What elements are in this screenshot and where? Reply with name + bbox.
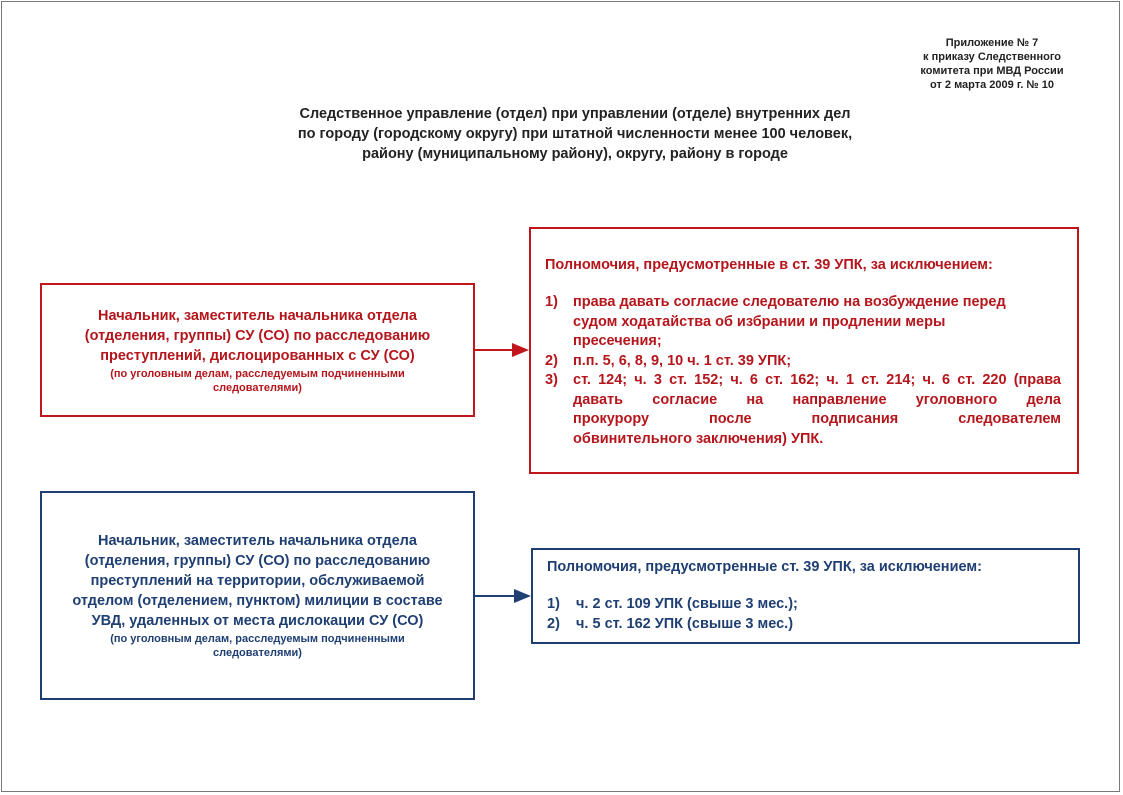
item-number: 1) [545, 294, 558, 310]
red-arrow-head [512, 343, 529, 357]
blue-head-line: УВД, удаленных от места дислокации СУ (СО) [91, 613, 424, 629]
item-number: 2) [545, 352, 558, 369]
appendix-line: от 2 марта 2009 г. № 10 [930, 79, 1054, 91]
blue-head-line: Начальник, заместитель начальника отдела [98, 533, 417, 549]
title-line: району (муниципальному району), округу, району в городе [362, 146, 788, 162]
item-line: ч. 5 ст. 162 УПК (свыше 3 мес.) [576, 615, 794, 632]
item-line: п.п. 5, 6, 8, 9, 10 ч. 1 ст. 39 УПК; [573, 352, 792, 369]
red-note-line: следователями) [212, 381, 302, 394]
item-number: 3) [545, 372, 558, 388]
blue-head-line: отделом (отделением, пунктом) милиции в составе [72, 593, 443, 609]
item-number: 1) [547, 596, 560, 612]
red-note-line: (по уголовным делам, расследуемым подчиненными [110, 367, 405, 380]
item-line: ст. 124; ч. 3 ст. 152; ч. 6 ст. 162; ч. 1 ст. 214; ч. 6 ст. 220 (права [573, 372, 1061, 388]
item-line: права давать согласие следователю на возбуждение перед [573, 294, 1006, 310]
item-line: судом ходатайства об избрании и продлении меры [573, 313, 946, 330]
red-head-line: Начальник, заместитель начальника отдела [98, 307, 417, 324]
appendix-line: комитета при МВД России [920, 65, 1064, 77]
item-line: пресечения; [573, 333, 662, 349]
appendix-line: Приложение № 7 [945, 37, 1039, 49]
title-line: Следственное управление (отдел) при управлении (отделе) внутренних дел [299, 106, 851, 122]
blue-powers-title: Полномочия, предусмотренные ст. 39 УПК, за исключением: [547, 559, 982, 575]
blue-head-line: (отделения, группы) СУ (СО) по расследованию [84, 553, 431, 569]
red-powers-title: Полномочия, предусмотренные в ст. 39 УПК, за исключением: [545, 257, 993, 273]
appendix-line: к приказу Следственного [923, 51, 1061, 63]
red-head-line: (отделения, группы) СУ (СО) по расследованию [84, 327, 431, 344]
blue-head-line: преступлений на территории, обслуживаемой [90, 573, 425, 589]
item-line: давать согласие на направление уголовного дела [573, 391, 1061, 408]
item-line: ч. 2 ст. 109 УПК (свыше 3 мес.); [576, 596, 798, 612]
item-number: 2) [547, 615, 560, 632]
blue-arrow-head [514, 589, 531, 603]
item-line: обвинительного заключения) УПК. [573, 430, 824, 447]
blue-note-line: (по уголовным делам, расследуемым подчиненными [110, 633, 405, 645]
blue-note-line: следователями) [212, 647, 302, 659]
title-line: по городу (городскому округу) при штатной численности менее 100 человек, [297, 126, 853, 142]
item-line: прокурору после подписания следователем [573, 411, 1061, 427]
red-head-line: преступлений, дислоцированных с СУ (СО) [100, 347, 415, 364]
